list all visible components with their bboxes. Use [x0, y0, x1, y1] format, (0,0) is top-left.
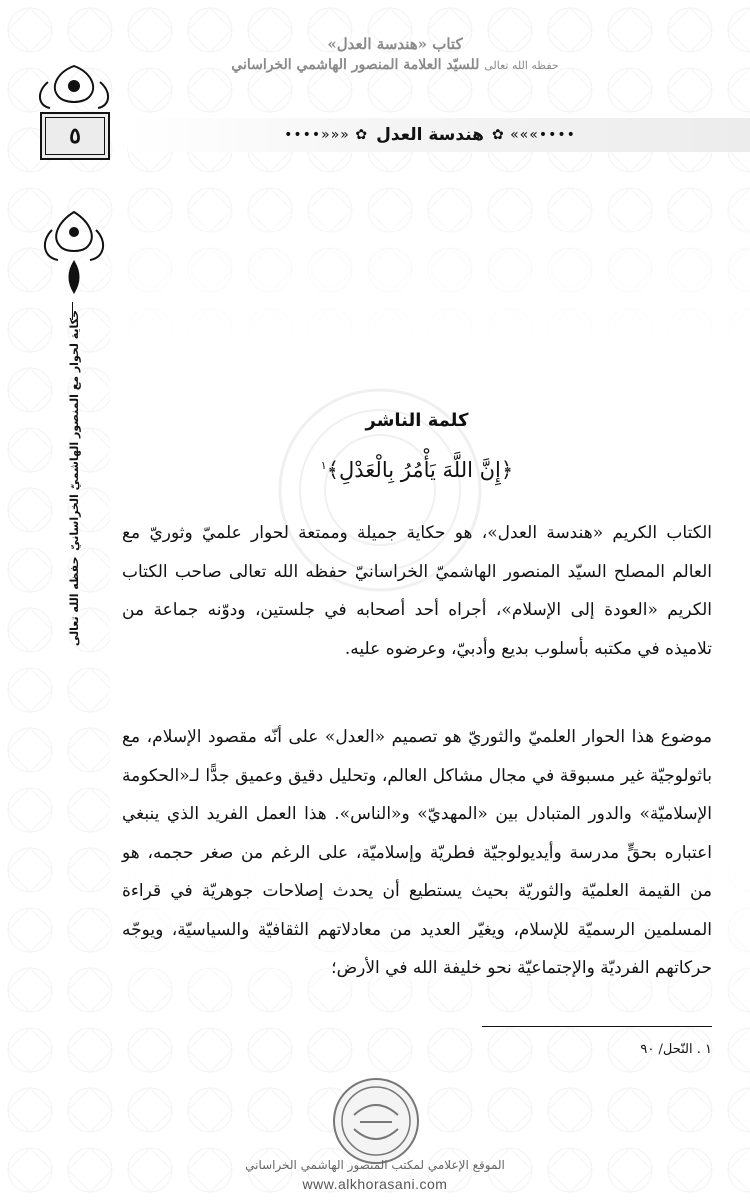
author-suffix: حفظه الله تعالى: [484, 59, 559, 72]
paragraph-1: الكتاب الكريم «هندسة العدل»، هو حكاية جميلة وممتعة لحوار علميّ وثوريّ مع العالم المصلح السيّد المنصور الهاشميّ الخراسانيّ حفظه الله تعالى صاحب الكتاب الكريم «العودة إلى الإسلام»، أجراه أحد أصحابه في جلستين، ودوّنه جماعة من تلاميذه في مكتبه بأسلوب بديع وأدبيّ، وعرضوه عليه.: [122, 523, 712, 659]
quranic-verse: [122, 458, 712, 482]
footer-site-name: الموقع الإعلامي لمكتب المنصور الهاشمي الخراساني: [245, 1158, 505, 1172]
page-number-box: [40, 112, 110, 160]
paragraph-2: موضوع هذا الحوار العلميّ والثوريّ هو تصميم «العدل» على أنّه مقصود الإسلام، مع باثولوجيّة غير مسبوقة في مجال مشاكل العالم، وتحليل دقيق وعميق جدًّا لـ«الحكومة الإسلاميّة» والدور المتبادل بين «المهديّ» و«الناس». هذا العمل الفريد الذي ينبغي اعتباره بحقٍّ مدرسة وأيديولوجيّة فطريّة وإسلاميّة، على الرغم من صغر حجمه، هو من القيمة العلميّة والثوريّة بحيث يستطيع أن يحدث إصلاحات جوهريّة في قراءة المسلمين الرسميّة للإسلام، ويغيّر العديد من معادلاتهم الثقافيّة والسياسيّة، ويوجّه حركاتهم الفرديّة والإجتماعيّة نحو خليفة الله في الأرض؛: [122, 727, 712, 978]
side-ornament-icon: [28, 62, 120, 302]
verse-footnote-ref[interactable]: ١: [320, 459, 327, 472]
publisher-seal-icon: [330, 1075, 422, 1167]
author-name: للسيّد العلامة المنصور الهاشمي الخراساني: [231, 57, 480, 73]
book-name-line: كتاب «هندسة العدل»: [327, 35, 463, 53]
running-header: [140, 120, 720, 150]
footnote: ١ . النّحل/ ٩٠: [640, 1042, 712, 1057]
side-book-title: [60, 310, 90, 810]
footnote-divider: [482, 1026, 712, 1027]
footer-url-link[interactable]: www.alkhorasani.com: [302, 1176, 448, 1192]
header-ornament-right-icon: ••••»»» ✿: [491, 127, 576, 143]
header-ornament-left-icon: ✿ «««••••: [284, 127, 369, 143]
section-title: كلمة الناشر: [365, 410, 469, 431]
book-credit: [40, 34, 750, 77]
page-number: ٥: [69, 123, 81, 149]
author-line: [40, 54, 750, 77]
side-title-main: حكاية لحوار مع المنصور الهاشميّ الخراسانيّ: [68, 310, 81, 551]
verse-text: ﴿إِنَّ اللَّهَ يَأْمُرُ بِالْعَدْلِ﴾: [326, 458, 514, 482]
side-title-suffix: حفظه الله تعالى: [68, 556, 81, 647]
running-header-title: هندسة العدل: [376, 125, 484, 145]
